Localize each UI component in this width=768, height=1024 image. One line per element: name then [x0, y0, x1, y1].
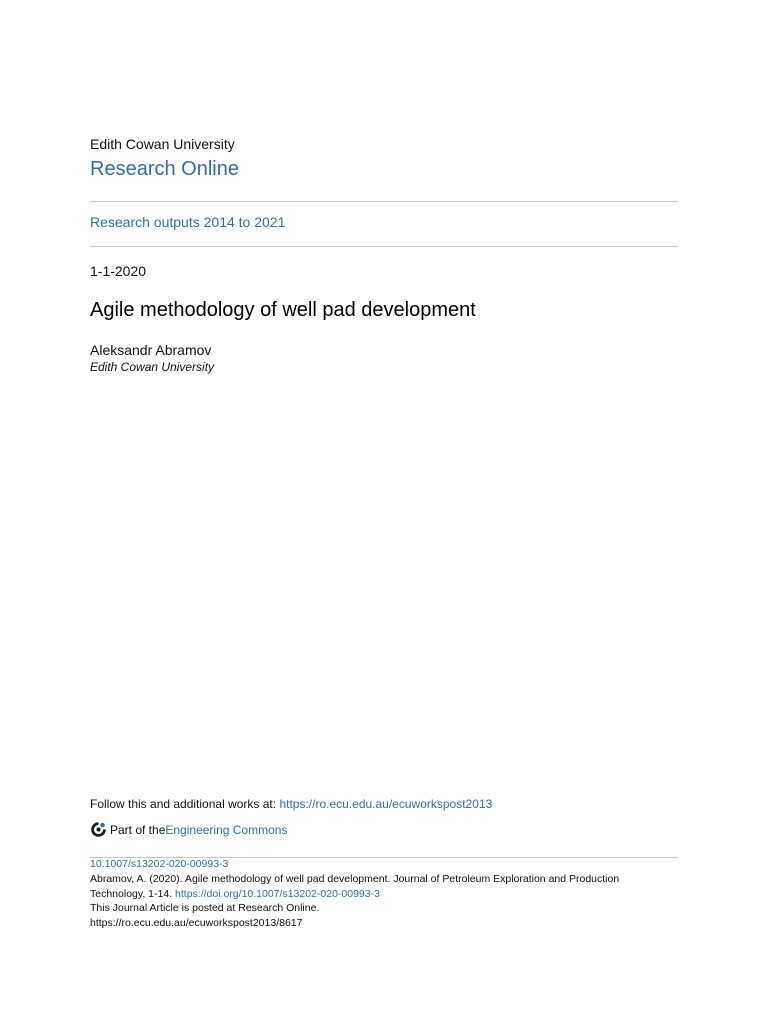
doi-link[interactable]: 10.1007/s13202-020-00993-3	[90, 858, 229, 870]
permalink: https://ro.ecu.edu.au/ecuworkspost2013/8617	[90, 916, 303, 929]
citation-line-1: Abramov, A. (2020). Agile methodology of well pad development. Journal of Petroleum Exploration and Production	[90, 873, 620, 885]
repository-link[interactable]: Research Online	[90, 158, 239, 180]
institution-name: Edith Cowan University	[90, 136, 235, 152]
part-of-text: Part of the	[110, 822, 166, 837]
author-affiliation: Edith Cowan University	[90, 360, 215, 374]
citation-doi-link[interactable]: https://doi.org/10.1007/s13202-020-00993-3	[175, 887, 380, 900]
follow-link[interactable]: https://ro.ecu.edu.au/ecuworkspost2013	[279, 797, 493, 811]
citation-line-2	[90, 887, 680, 902]
divider-top	[90, 201, 678, 202]
citation-line-2-text: Technology, 1-14.	[90, 887, 176, 900]
collection-link[interactable]: Research outputs 2014 to 2021	[90, 214, 286, 230]
follow-line	[90, 797, 492, 811]
author-name: Aleksandr Abramov	[90, 342, 212, 358]
article-title: Agile methodology of well pad development	[90, 299, 476, 321]
part-of-line	[90, 821, 287, 838]
publication-date: 1-1-2020	[90, 263, 147, 279]
follow-text: Follow this and additional works at:	[90, 797, 280, 811]
network-commons-icon	[90, 821, 107, 838]
engineering-commons-link[interactable]: Engineering Commons	[165, 822, 288, 837]
citation-block	[90, 872, 680, 930]
posted-line: This Journal Article is posted at Research Online.	[90, 902, 320, 914]
divider-middle	[90, 246, 678, 247]
